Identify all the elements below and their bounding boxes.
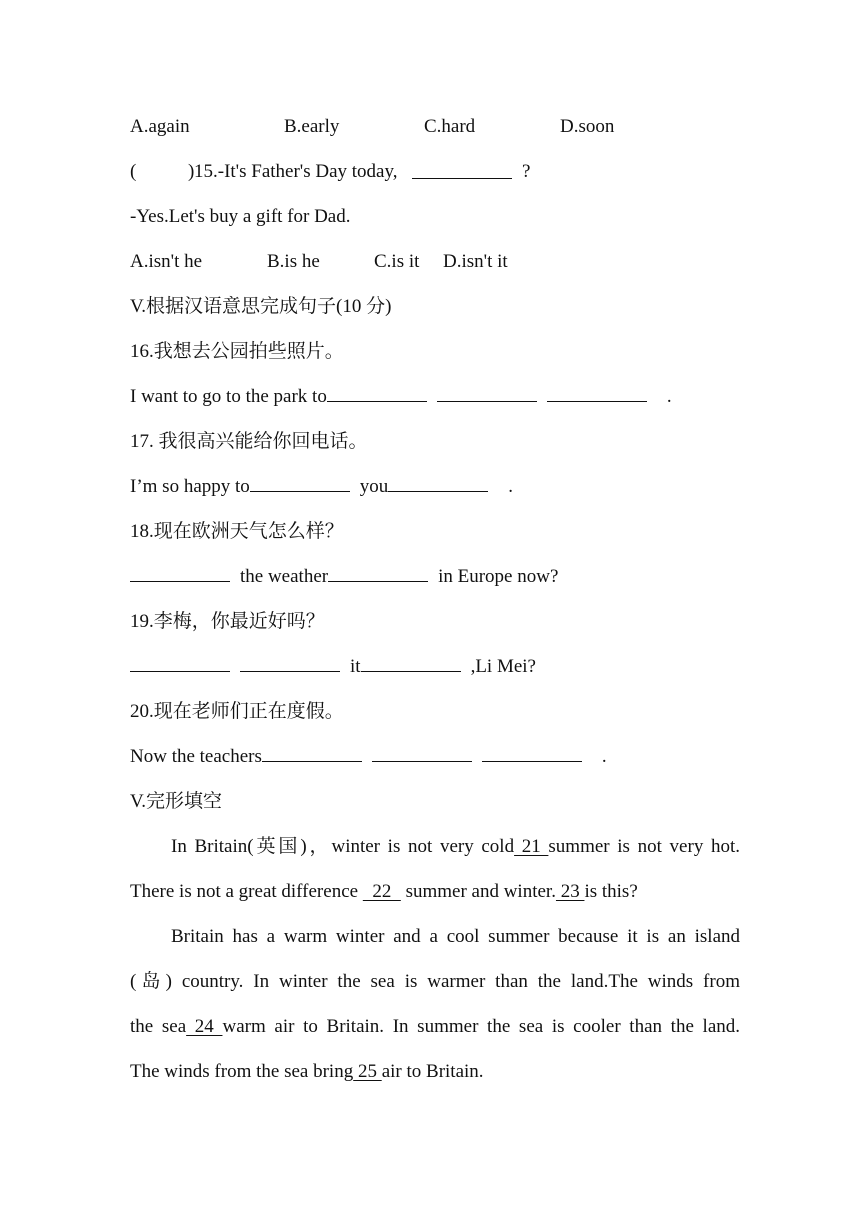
passage-text: air to Britain. [381,1061,484,1082]
cloze-blank-25[interactable]: 25 [353,1061,382,1082]
q16-start: I want to go to the park to [130,386,327,407]
q16-chinese: 16.我想去公园拍些照片。 [130,341,344,362]
option-b: B.early [284,116,340,137]
blank[interactable] [361,653,461,672]
q14-options [130,112,740,142]
q15-stem: 15.-It's Father's Day today, [194,161,398,182]
blank[interactable] [328,563,428,582]
option-b: B.is he [267,251,320,272]
section-title: V.根据汉语意思完成句子(10 分) [130,296,392,317]
passage-line: (岛) country. In winter the sea is warmer than the land.The winds from [130,971,740,992]
passage-text: In Britain(英国)，winter is not very cold [171,836,515,857]
blank[interactable] [262,743,362,762]
blank[interactable] [130,653,230,672]
passage-text: is this? [584,881,638,902]
cloze-blank-21[interactable]: 21 [514,836,549,857]
q15-options [130,247,740,277]
cloze-blank-24[interactable]: 24 [186,1016,223,1037]
q18-chinese: 18.现在欧洲天气怎么样？ [130,521,344,542]
cloze-blank-23[interactable]: 23 [555,881,585,902]
passage-text: The winds from the sea bring [130,1061,354,1082]
q17-chinese: 17. 我很高兴能给你回电话。 [130,431,368,452]
q16-end: . [666,386,672,407]
q20-english [130,742,740,772]
answer-paren-open: ( [130,161,137,182]
option-a: A.isn't he [130,251,203,272]
cloze-blank-22[interactable]: 22 [362,881,401,902]
q19-english [130,652,740,682]
q18-english [130,562,740,592]
q18-part-a: the weather [240,566,329,587]
option-a: A.again [130,116,190,137]
option-c: C.is it [374,251,420,272]
q15-question [130,157,740,187]
q17-english [130,472,740,502]
option-c: C.hard [424,116,476,137]
passage-text: the sea [130,1016,187,1037]
option-d: D.isn't it [443,251,508,272]
q17-end: . [508,476,514,497]
passage-text: summer is not very hot. [548,836,741,857]
blank[interactable] [130,563,230,582]
section-title: V.完形填空 [130,791,223,812]
blank[interactable] [372,743,472,762]
q19-part-a: it [350,656,361,677]
blank[interactable] [250,473,350,492]
blank[interactable] [412,159,512,189]
q17-part-a: I’m so happy to [130,476,250,497]
blank[interactable] [327,383,427,402]
passage-line [130,877,740,907]
q16-english [130,382,740,412]
q19-part-b: ,Li Mei? [470,656,536,677]
q18-part-b: in Europe now? [438,566,559,587]
answer-paren-close: ) [188,161,195,182]
blank[interactable] [388,473,488,492]
option-d: D.soon [560,116,615,137]
q20-start: Now the teachers [130,746,262,767]
q17-part-b: you [359,476,389,497]
passage-line [130,1012,740,1042]
passage-line [130,832,740,862]
passage-text: warm air to Britain. In summer the sea is cooler than the land. [222,1016,741,1037]
blank[interactable] [547,383,647,402]
q15-end: ? [522,161,531,182]
passage-text: There is not a great difference [130,881,363,902]
blank[interactable] [240,653,340,672]
passage-line: Britain has a warm winter and a cool summer because it is an island [171,926,740,947]
passage-text: summer and winter. [400,881,556,902]
q20-chinese: 20.现在老师们正在度假。 [130,701,344,722]
blank[interactable] [437,383,537,402]
q19-chinese: 19.李梅，你最近好吗？ [130,611,325,632]
q20-end: . [601,746,607,767]
blank[interactable] [482,743,582,762]
q15-reply: -Yes.Let's buy a gift for Dad. [130,206,351,227]
passage-line [130,1057,740,1087]
